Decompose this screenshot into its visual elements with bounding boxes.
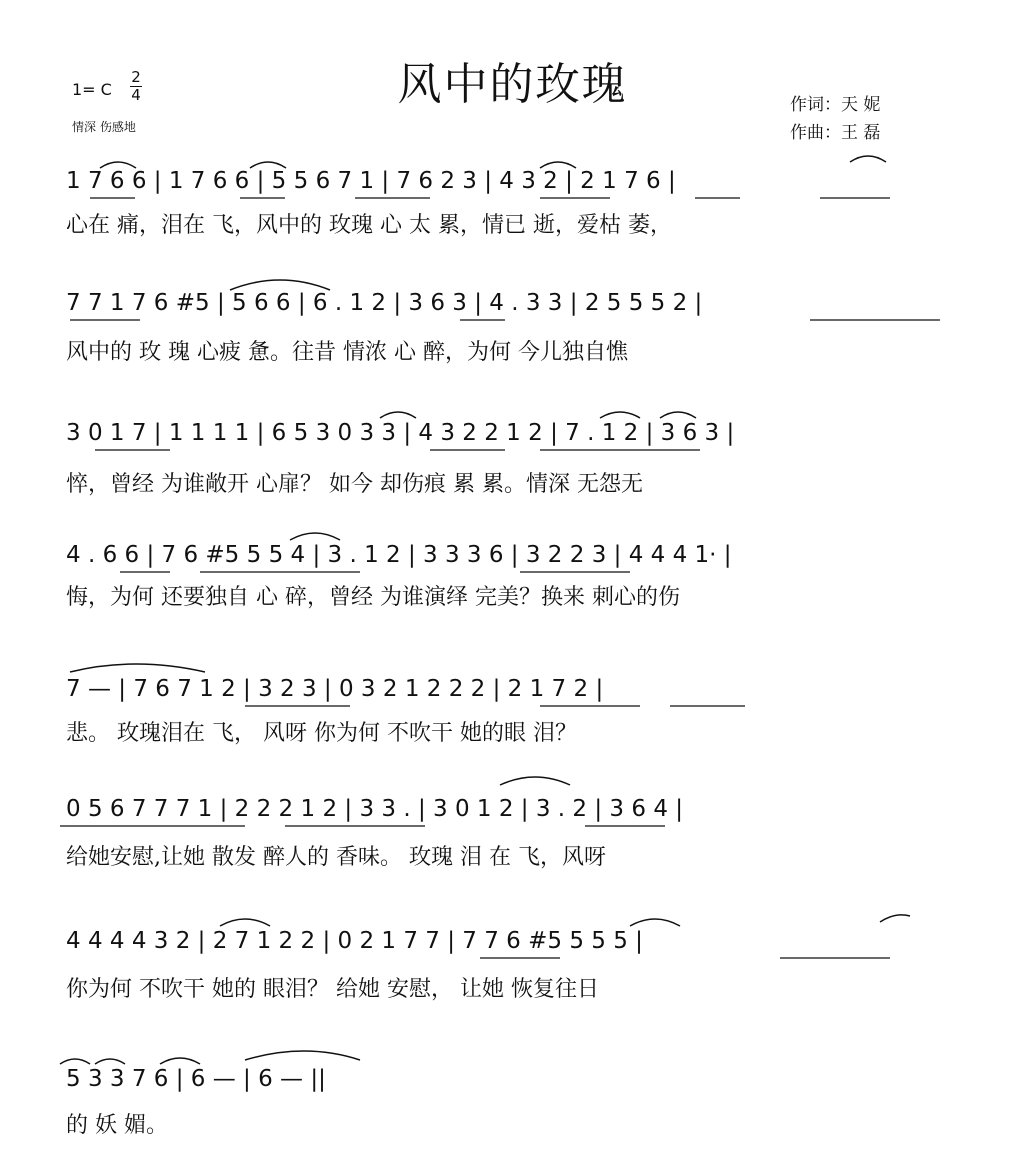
slur (380, 412, 416, 418)
slur (220, 919, 270, 926)
slur (60, 1059, 90, 1064)
slur (630, 919, 680, 926)
notation-line-1: 1 7 6 6 | 1 7 6 6 | 5 5 6 7 1 | 7 6 2 3 | 4 3 2 | 2 1 7 6 | (66, 168, 676, 194)
slur (880, 915, 910, 922)
slur (540, 162, 576, 168)
slur (500, 777, 570, 785)
expression-mark: 情深 伤感地 (72, 120, 136, 134)
notation-line-8: 5 3 3 7 6 | 6 — | 6 — || (66, 1066, 326, 1092)
slur (850, 156, 886, 162)
notation-line-2: 7 7 1 7 6 #5 | 5 6 6 | 6 . 1 2 | 3 6 3 | 4 . 3 3 | 2 5 5 5 2 | (66, 290, 703, 316)
slur (245, 1051, 360, 1060)
slur (230, 280, 330, 290)
composer-credit: 作曲：王 磊 (790, 123, 881, 143)
slur (290, 533, 340, 540)
notation-line-3: 3 0 1 7 | 1 1 1 1 | 6 5 3 0 3 3 | 4 3 2 2 1 2 | 7 . 1 2 | 3 6 3 | (66, 420, 735, 446)
lyrics-line-6: 给她安慰,让她 散发 醉人的 香味。 玫瑰 泪 在 飞，风呀 (66, 845, 606, 870)
time-signature-bottom: 4 (131, 86, 141, 104)
lyrics-line-7: 你为何 不吹干 她的 眼泪？ 给她 安慰， 让她 恢复往日 (66, 977, 599, 1002)
lyrics-line-1: 心在 痛，泪在 飞，风中的 玫瑰 心 太 累，情已 逝，爱枯 萎， (66, 213, 672, 238)
lyrics-line-8: 的 妖 媚。 (66, 1113, 168, 1138)
slur (660, 412, 696, 418)
lyrics-line-2: 风中的 玫 瑰 心疲 惫。往昔 情浓 心 醉，为何 今儿独自憔 (66, 340, 628, 365)
slur (250, 162, 286, 168)
lyrics-line-3: 悴，曾经 为谁敞开 心扉？ 如今 却伤痕 累 累。情深 无怨无 (66, 472, 643, 497)
key-signature: 1= C (72, 80, 112, 99)
slur (70, 664, 205, 672)
underline-group (60, 198, 940, 958)
notation-line-6: 0 5 6 7 7 7 1 | 2 2 2 1 2 | 3 3 . | 3 0 1 2 | 3 . 2 | 3 6 4 | (66, 796, 684, 822)
slur (95, 1059, 125, 1064)
slur-group (60, 156, 910, 1064)
lyrics-line-5: 悲。 玫瑰泪在 飞， 风呀 你为何 不吹干 她的眼 泪？ (66, 721, 577, 746)
slur (160, 1058, 200, 1064)
page-title: 风中的玫瑰 (397, 59, 628, 110)
time-signature-top: 2 (131, 68, 141, 86)
notation-line-5: 7 — | 7 6 7 1 2 | 3 2 3 | 0 3 2 1 2 2 2 | 2 1 7 2 | (66, 676, 604, 702)
notation-line-4: 4 . 6 6 | 7 6 #5 5 5 4 | 3 . 1 2 | 3 3 3 6 | 3 2 2 3 | 4 4 4 1· | (66, 542, 732, 568)
notation-line-7: 4 4 4 4 3 2 | 2 7 1 2 2 | 0 2 1 7 7 | 7 7 6 #5 5 5 5 | (66, 928, 643, 954)
slur (100, 162, 136, 168)
lyricist-credit: 作词：天 妮 (790, 95, 881, 115)
lyrics-line-4: 悔，为何 还要独自 心 碎，曾经 为谁演绎 完美？换来 刺心的伤 (66, 585, 680, 610)
slur (600, 412, 640, 418)
